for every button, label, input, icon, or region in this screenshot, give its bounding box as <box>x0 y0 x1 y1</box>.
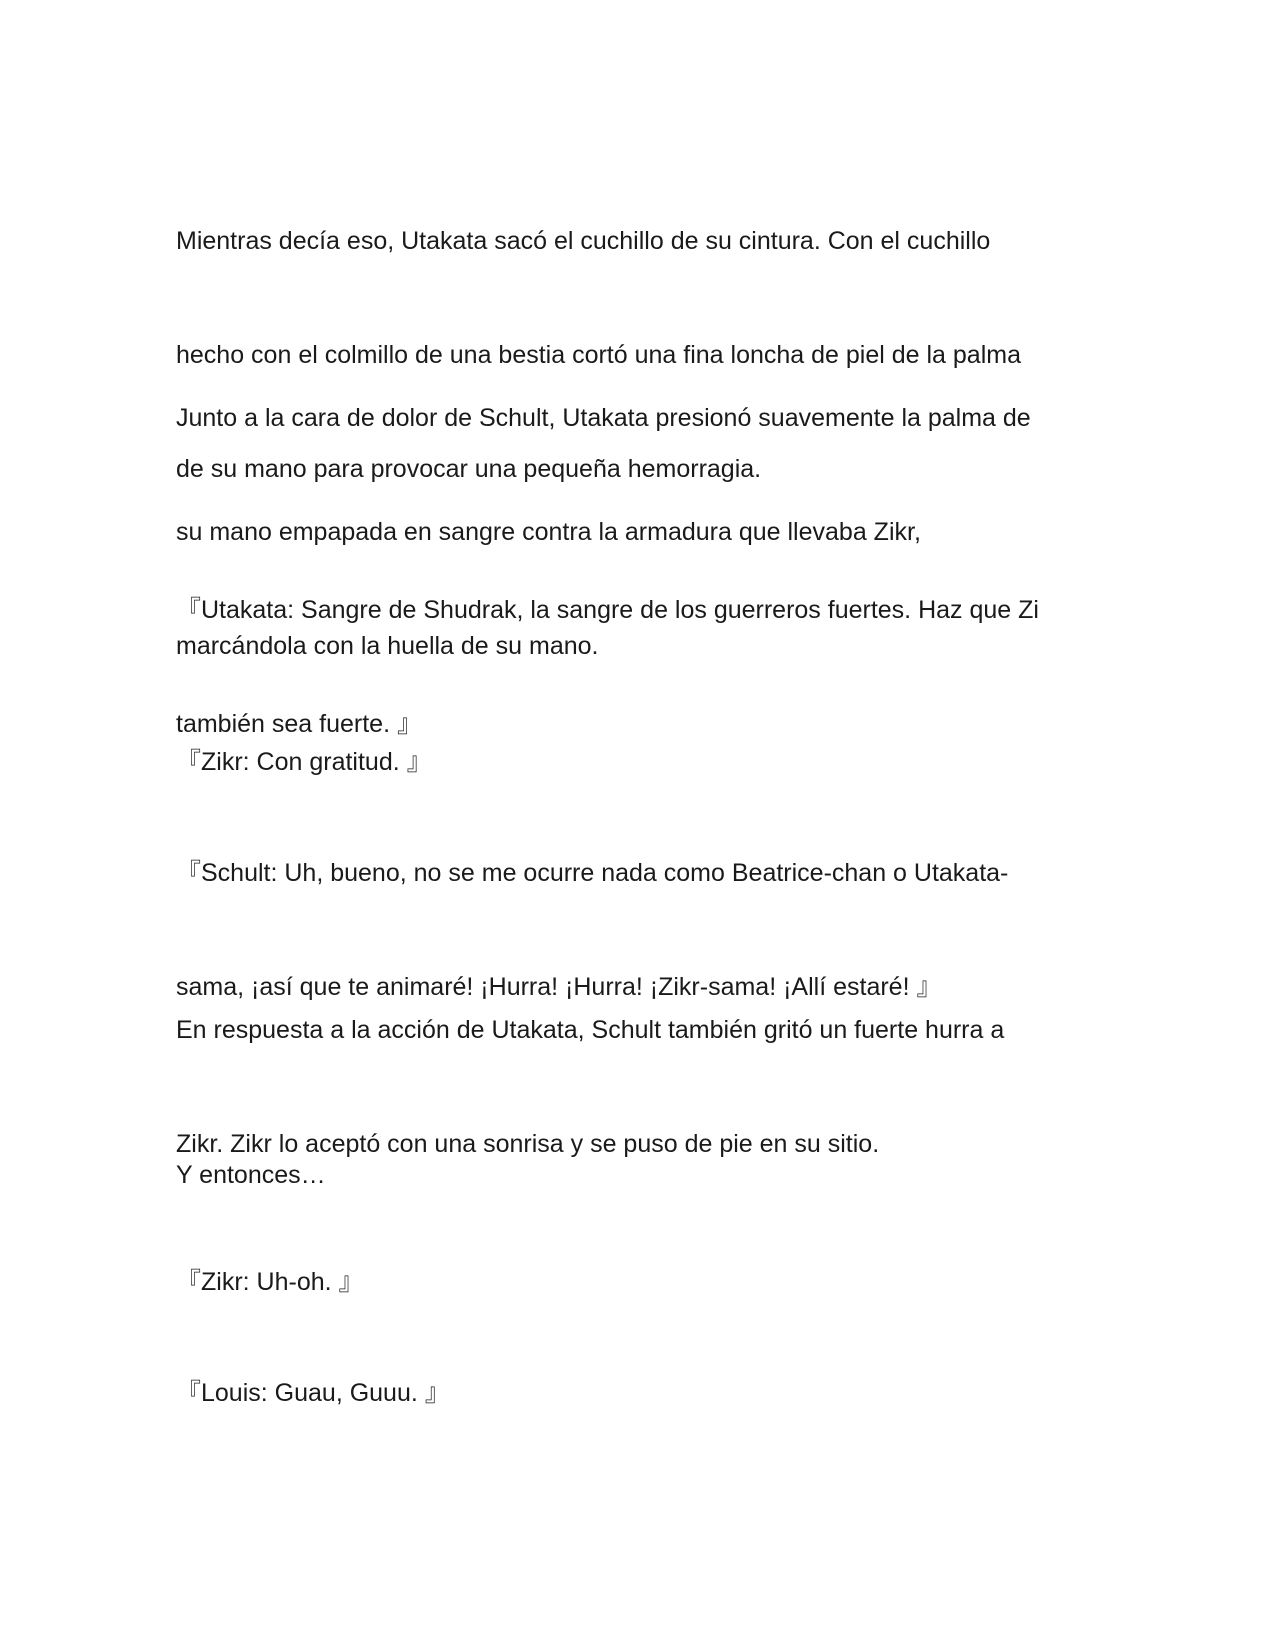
text-line: de su mano para provocar una pequeña hemorragia. <box>176 455 762 483</box>
text-line: marcándola con la huella de su mano. <box>176 632 599 660</box>
text-line: En respuesta a la acción de Utakata, Schult también gritó un fuerte hurra a <box>176 1016 1005 1044</box>
text-line: Mientras decía eso, Utakata sacó el cuchillo de su cintura. Con el cuchillo <box>176 227 991 255</box>
text-line: Y entonces… <box>176 1161 326 1189</box>
text-line: Junto a la cara de dolor de Schult, Utakata presionó suavemente la palma de <box>176 404 1031 432</box>
text-line: 『Zikr: Con gratitud. 』 <box>176 748 432 776</box>
text-line: 『Utakata: Sangre de Shudrak, la sangre de los guerreros fuertes. Haz que Zi <box>176 596 1039 624</box>
text-line: también sea fuerte. 』 <box>176 710 422 738</box>
text-line: sama, ¡así que te animaré! ¡Hurra! ¡Hurra! ¡Zikr-sama! ¡Allí estaré! 』 <box>176 973 942 1001</box>
text-line: hecho con el colmillo de una bestia cortó una fina loncha de piel de la palma <box>176 341 1021 369</box>
text-line: 『Zikr: Uh-oh. 』 <box>176 1268 364 1296</box>
text-line: Zikr. Zikr lo aceptó con una sonrisa y se puso de pie en su sitio. <box>176 1130 880 1158</box>
text-line: 『Louis: Guau, Guuu. 』 <box>176 1379 450 1407</box>
dialogue-louis <box>176 1298 1096 1488</box>
text-line: 『Schult: Uh, bueno, no se me ocurre nada como Beatrice-chan o Utakata- <box>176 859 1009 887</box>
text-line: su mano empapada en sangre contra la armadura que llevaba Zikr, <box>176 518 921 546</box>
